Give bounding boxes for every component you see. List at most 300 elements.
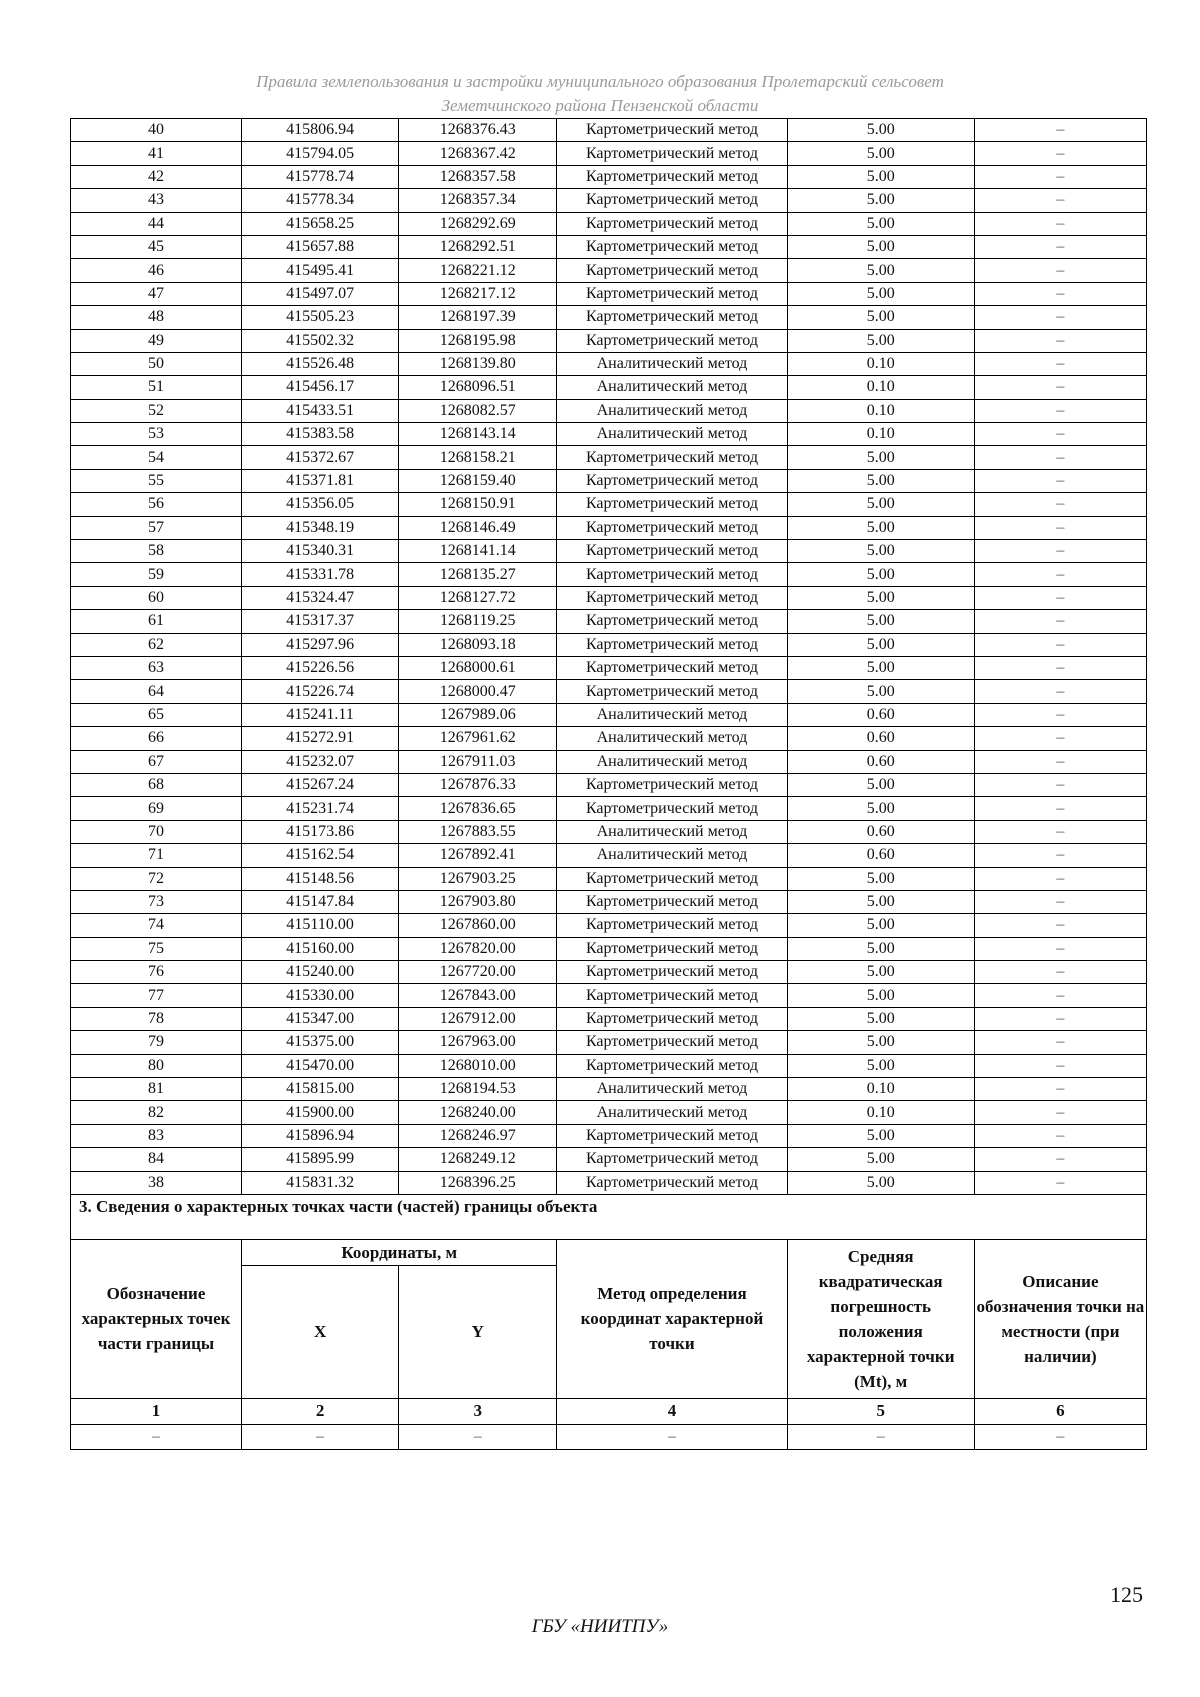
description: – — [974, 1078, 1146, 1101]
method: Картометрический метод — [557, 633, 787, 656]
point-id: 79 — [71, 1031, 242, 1054]
error: 5.00 — [787, 914, 974, 937]
error: 5.00 — [787, 1124, 974, 1147]
coord-y: 1267843.00 — [399, 984, 557, 1007]
method: Аналитический метод — [557, 820, 787, 843]
coord-x: 415226.74 — [242, 680, 399, 703]
description: – — [974, 773, 1146, 796]
table-row — [71, 703, 1147, 726]
description: – — [974, 423, 1146, 446]
coord-y: 1268010.00 — [399, 1054, 557, 1077]
method: Картометрический метод — [557, 235, 787, 258]
description: – — [974, 446, 1146, 469]
point-id: 43 — [71, 189, 242, 212]
description: – — [974, 563, 1146, 586]
coord-y: 1267961.62 — [399, 727, 557, 750]
table-row — [71, 1031, 1147, 1054]
method: Картометрический метод — [557, 516, 787, 539]
method: Картометрический метод — [557, 984, 787, 1007]
point-id: 41 — [71, 142, 242, 165]
coord-y: 1268141.14 — [399, 540, 557, 563]
coord-y: 1268240.00 — [399, 1101, 557, 1124]
description: – — [974, 493, 1146, 516]
table-row — [71, 1007, 1147, 1030]
point-id: 56 — [71, 493, 242, 516]
point-id: 65 — [71, 703, 242, 726]
table-row — [71, 142, 1147, 165]
coord-y: 1267876.33 — [399, 773, 557, 796]
method: Картометрический метод — [557, 165, 787, 188]
empty-cell: – — [71, 1424, 242, 1449]
description: – — [974, 961, 1146, 984]
error: 5.00 — [787, 680, 974, 703]
table-row — [71, 423, 1147, 446]
coord-x: 415526.48 — [242, 352, 399, 375]
point-id: 70 — [71, 820, 242, 843]
coord-y: 1268119.25 — [399, 610, 557, 633]
table-row — [71, 329, 1147, 352]
coord-x: 415340.31 — [242, 540, 399, 563]
method: Картометрический метод — [557, 306, 787, 329]
error: 5.00 — [787, 282, 974, 305]
table-row — [71, 773, 1147, 796]
table-row — [71, 586, 1147, 609]
table-row — [71, 282, 1147, 305]
point-id: 80 — [71, 1054, 242, 1077]
description: – — [974, 142, 1146, 165]
error: 5.00 — [787, 516, 974, 539]
description: – — [974, 867, 1146, 890]
point-id: 73 — [71, 890, 242, 913]
coord-y: 1268159.40 — [399, 469, 557, 492]
description: – — [974, 656, 1146, 679]
table-row — [71, 937, 1147, 960]
coord-y: 1268357.34 — [399, 189, 557, 212]
coord-y: 1268082.57 — [399, 399, 557, 422]
table-row — [71, 446, 1147, 469]
point-id: 66 — [71, 727, 242, 750]
table-row — [71, 844, 1147, 867]
point-id: 69 — [71, 797, 242, 820]
coord-x: 415794.05 — [242, 142, 399, 165]
method: Картометрический метод — [557, 890, 787, 913]
table-row — [71, 376, 1147, 399]
empty-cell: – — [242, 1424, 399, 1449]
description: – — [974, 119, 1146, 142]
description: – — [974, 376, 1146, 399]
method: Аналитический метод — [557, 703, 787, 726]
method: Картометрический метод — [557, 1031, 787, 1054]
error: 5.00 — [787, 329, 974, 352]
point-id: 50 — [71, 352, 242, 375]
column-numbers-row — [71, 1398, 1147, 1424]
coord-y: 1268000.47 — [399, 680, 557, 703]
coord-y: 1268127.72 — [399, 586, 557, 609]
table-row — [71, 119, 1147, 142]
coord-x: 415232.07 — [242, 750, 399, 773]
point-id: 68 — [71, 773, 242, 796]
coord-y: 1267911.03 — [399, 750, 557, 773]
coord-x: 415110.00 — [242, 914, 399, 937]
error: 5.00 — [787, 1031, 974, 1054]
point-id: 47 — [71, 282, 242, 305]
coord-x: 415267.24 — [242, 773, 399, 796]
description: – — [974, 586, 1146, 609]
error: 5.00 — [787, 984, 974, 1007]
description: – — [974, 165, 1146, 188]
coord-x: 415456.17 — [242, 376, 399, 399]
description: – — [974, 727, 1146, 750]
description: – — [974, 1054, 1146, 1077]
error: 0.60 — [787, 750, 974, 773]
coord-y: 1268357.58 — [399, 165, 557, 188]
point-id: 75 — [71, 937, 242, 960]
method: Картометрический метод — [557, 937, 787, 960]
method: Картометрический метод — [557, 1171, 787, 1194]
error: 0.10 — [787, 423, 974, 446]
error: 0.60 — [787, 844, 974, 867]
description: – — [974, 1148, 1146, 1171]
coord-y: 1268194.53 — [399, 1078, 557, 1101]
point-id: 59 — [71, 563, 242, 586]
coord-y: 1267892.41 — [399, 844, 557, 867]
table-row — [71, 165, 1147, 188]
method: Картометрический метод — [557, 563, 787, 586]
coord-y: 1268221.12 — [399, 259, 557, 282]
coord-y: 1268093.18 — [399, 633, 557, 656]
error: 5.00 — [787, 610, 974, 633]
method: Картометрический метод — [557, 282, 787, 305]
method: Картометрический метод — [557, 586, 787, 609]
coord-y: 1268139.80 — [399, 352, 557, 375]
table-row — [71, 212, 1147, 235]
description: – — [974, 329, 1146, 352]
coord-y: 1268292.51 — [399, 235, 557, 258]
description: – — [974, 984, 1146, 1007]
error: 5.00 — [787, 563, 974, 586]
coord-x: 415900.00 — [242, 1101, 399, 1124]
description: – — [974, 235, 1146, 258]
method: Картометрический метод — [557, 259, 787, 282]
coord-x: 415371.81 — [242, 469, 399, 492]
coord-x: 415356.05 — [242, 493, 399, 516]
header-coordinates: Координаты, м — [242, 1239, 557, 1265]
description: – — [974, 914, 1146, 937]
table-row — [71, 563, 1147, 586]
coord-y: 1268376.43 — [399, 119, 557, 142]
point-id: 60 — [71, 586, 242, 609]
header-description: Описание обозначения точки на местности (при наличии) — [974, 1239, 1146, 1398]
description: – — [974, 797, 1146, 820]
coord-y: 1268249.12 — [399, 1148, 557, 1171]
description: – — [974, 680, 1146, 703]
coord-y: 1268150.91 — [399, 493, 557, 516]
point-id: 78 — [71, 1007, 242, 1030]
description: – — [974, 259, 1146, 282]
point-id: 57 — [71, 516, 242, 539]
method: Картометрический метод — [557, 610, 787, 633]
table-row — [71, 680, 1147, 703]
method: Картометрический метод — [557, 797, 787, 820]
coord-y: 1267860.00 — [399, 914, 557, 937]
error: 5.00 — [787, 773, 974, 796]
point-id: 55 — [71, 469, 242, 492]
error: 5.00 — [787, 656, 974, 679]
header-x: X — [242, 1265, 399, 1398]
point-id: 46 — [71, 259, 242, 282]
description: – — [974, 516, 1146, 539]
error: 0.10 — [787, 1078, 974, 1101]
table-row — [71, 1124, 1147, 1147]
point-id: 83 — [71, 1124, 242, 1147]
table-row — [71, 540, 1147, 563]
error: 5.00 — [787, 446, 974, 469]
description: – — [974, 610, 1146, 633]
table-row — [71, 797, 1147, 820]
method: Картометрический метод — [557, 446, 787, 469]
coord-x: 415658.25 — [242, 212, 399, 235]
coord-x: 415348.19 — [242, 516, 399, 539]
coord-x: 415231.74 — [242, 797, 399, 820]
error: 5.00 — [787, 633, 974, 656]
method: Картометрический метод — [557, 1124, 787, 1147]
coord-x: 415226.56 — [242, 656, 399, 679]
point-id: 53 — [71, 423, 242, 446]
description: – — [974, 352, 1146, 375]
table-row — [71, 1078, 1147, 1101]
point-id: 44 — [71, 212, 242, 235]
coord-x: 415173.86 — [242, 820, 399, 843]
error: 5.00 — [787, 540, 974, 563]
point-id: 61 — [71, 610, 242, 633]
point-id: 82 — [71, 1101, 242, 1124]
header-line-1: Правила землепользования и застройки муниципального образования Пролетарский сельсовет — [256, 72, 944, 91]
coord-x: 415896.94 — [242, 1124, 399, 1147]
description: – — [974, 540, 1146, 563]
coord-x: 415324.47 — [242, 586, 399, 609]
method: Картометрический метод — [557, 493, 787, 516]
coord-x: 415470.00 — [242, 1054, 399, 1077]
description: – — [974, 1124, 1146, 1147]
point-id: 71 — [71, 844, 242, 867]
description: – — [974, 890, 1146, 913]
point-id: 40 — [71, 119, 242, 142]
coord-y: 1267883.55 — [399, 820, 557, 843]
coord-x: 415657.88 — [242, 235, 399, 258]
method: Картометрический метод — [557, 914, 787, 937]
error: 5.00 — [787, 493, 974, 516]
description: – — [974, 282, 1146, 305]
point-id: 76 — [71, 961, 242, 984]
error: 5.00 — [787, 212, 974, 235]
error: 5.00 — [787, 586, 974, 609]
point-id: 74 — [71, 914, 242, 937]
description: – — [974, 1007, 1146, 1030]
error: 5.00 — [787, 119, 974, 142]
error: 0.10 — [787, 376, 974, 399]
coord-x: 415495.41 — [242, 259, 399, 282]
method: Аналитический метод — [557, 423, 787, 446]
method: Картометрический метод — [557, 142, 787, 165]
coord-y: 1268000.61 — [399, 656, 557, 679]
method: Картометрический метод — [557, 189, 787, 212]
method: Картометрический метод — [557, 1054, 787, 1077]
column-number: 4 — [557, 1398, 787, 1424]
table-row — [71, 493, 1147, 516]
coord-y: 1268396.25 — [399, 1171, 557, 1194]
error: 5.00 — [787, 961, 974, 984]
method: Аналитический метод — [557, 352, 787, 375]
description: – — [974, 937, 1146, 960]
table-row — [71, 516, 1147, 539]
column-number: 5 — [787, 1398, 974, 1424]
method: Картометрический метод — [557, 961, 787, 984]
description: – — [974, 844, 1146, 867]
coord-x: 415160.00 — [242, 937, 399, 960]
error: 0.10 — [787, 1101, 974, 1124]
error: 5.00 — [787, 259, 974, 282]
header-designation: Обозначение характерных точек части границы — [71, 1239, 242, 1398]
table-row — [71, 914, 1147, 937]
description: – — [974, 189, 1146, 212]
method: Аналитический метод — [557, 844, 787, 867]
method: Аналитический метод — [557, 727, 787, 750]
coord-y: 1268292.69 — [399, 212, 557, 235]
error: 5.00 — [787, 235, 974, 258]
error: 5.00 — [787, 1148, 974, 1171]
coord-x: 415806.94 — [242, 119, 399, 142]
method: Аналитический метод — [557, 399, 787, 422]
error: 5.00 — [787, 937, 974, 960]
method: Аналитический метод — [557, 1101, 787, 1124]
description: – — [974, 399, 1146, 422]
error: 5.00 — [787, 469, 974, 492]
coord-y: 1268217.12 — [399, 282, 557, 305]
point-id: 42 — [71, 165, 242, 188]
coord-x: 415330.00 — [242, 984, 399, 1007]
table-row — [71, 890, 1147, 913]
coord-y: 1268143.14 — [399, 423, 557, 446]
method: Картометрический метод — [557, 119, 787, 142]
point-id: 48 — [71, 306, 242, 329]
description: – — [974, 750, 1146, 773]
method: Аналитический метод — [557, 376, 787, 399]
table-row — [71, 1054, 1147, 1077]
coord-x: 415297.96 — [242, 633, 399, 656]
error: 0.60 — [787, 703, 974, 726]
table-row — [71, 469, 1147, 492]
table-row — [71, 633, 1147, 656]
empty-cell: – — [557, 1424, 787, 1449]
method: Картометрический метод — [557, 773, 787, 796]
column-number: 2 — [242, 1398, 399, 1424]
table-row — [71, 750, 1147, 773]
error: 5.00 — [787, 142, 974, 165]
table-row — [71, 610, 1147, 633]
table-row — [71, 727, 1147, 750]
coord-x: 415433.51 — [242, 399, 399, 422]
coord-x: 415147.84 — [242, 890, 399, 913]
coord-y: 1267963.00 — [399, 1031, 557, 1054]
table-row — [71, 820, 1147, 843]
coord-x: 415372.67 — [242, 446, 399, 469]
coord-y: 1267903.25 — [399, 867, 557, 890]
error: 5.00 — [787, 1171, 974, 1194]
error: 5.00 — [787, 890, 974, 913]
column-number: 3 — [399, 1398, 557, 1424]
coord-y: 1268195.98 — [399, 329, 557, 352]
coord-x: 415317.37 — [242, 610, 399, 633]
error: 5.00 — [787, 165, 974, 188]
coord-x: 415778.74 — [242, 165, 399, 188]
coord-x: 415815.00 — [242, 1078, 399, 1101]
error: 5.00 — [787, 1054, 974, 1077]
description: – — [974, 633, 1146, 656]
coord-x: 415778.34 — [242, 189, 399, 212]
column-number: 6 — [974, 1398, 1146, 1424]
method: Картометрический метод — [557, 329, 787, 352]
description: – — [974, 306, 1146, 329]
empty-cell: – — [787, 1424, 974, 1449]
method: Картометрический метод — [557, 1007, 787, 1030]
page-header — [0, 70, 1200, 118]
table-row — [71, 306, 1147, 329]
description: – — [974, 820, 1146, 843]
header-y: Y — [399, 1265, 557, 1398]
coord-y: 1267989.06 — [399, 703, 557, 726]
coord-y: 1268158.21 — [399, 446, 557, 469]
error: 0.60 — [787, 727, 974, 750]
method: Картометрический метод — [557, 867, 787, 890]
point-id: 72 — [71, 867, 242, 890]
point-id: 62 — [71, 633, 242, 656]
description: – — [974, 1031, 1146, 1054]
header-line-2: Земетчинского района Пензенской области — [441, 96, 759, 115]
section3 — [71, 1194, 1147, 1449]
description: – — [974, 212, 1146, 235]
description: – — [974, 1101, 1146, 1124]
page-footer: ГБУ «НИИТПУ» — [531, 1616, 669, 1637]
point-id: 58 — [71, 540, 242, 563]
method: Картометрический метод — [557, 680, 787, 703]
error: 5.00 — [787, 306, 974, 329]
table-row — [71, 399, 1147, 422]
coord-x: 415831.32 — [242, 1171, 399, 1194]
table-row — [71, 1101, 1147, 1124]
coord-x: 415347.00 — [242, 1007, 399, 1030]
error: 5.00 — [787, 1007, 974, 1030]
coord-x: 415241.11 — [242, 703, 399, 726]
page-number: 125 — [1110, 1582, 1143, 1607]
description: – — [974, 1171, 1146, 1194]
coord-x: 415240.00 — [242, 961, 399, 984]
boundary-points-table — [70, 118, 1147, 1450]
point-id: 51 — [71, 376, 242, 399]
error: 0.10 — [787, 352, 974, 375]
description: – — [974, 703, 1146, 726]
coord-y: 1267912.00 — [399, 1007, 557, 1030]
point-id: 84 — [71, 1148, 242, 1171]
coord-y: 1267820.00 — [399, 937, 557, 960]
coord-x: 415331.78 — [242, 563, 399, 586]
coord-x: 415375.00 — [242, 1031, 399, 1054]
description: – — [974, 469, 1146, 492]
coord-y: 1267836.65 — [399, 797, 557, 820]
point-id: 63 — [71, 656, 242, 679]
coord-y: 1267903.80 — [399, 890, 557, 913]
method: Картометрический метод — [557, 469, 787, 492]
point-id: 38 — [71, 1171, 242, 1194]
